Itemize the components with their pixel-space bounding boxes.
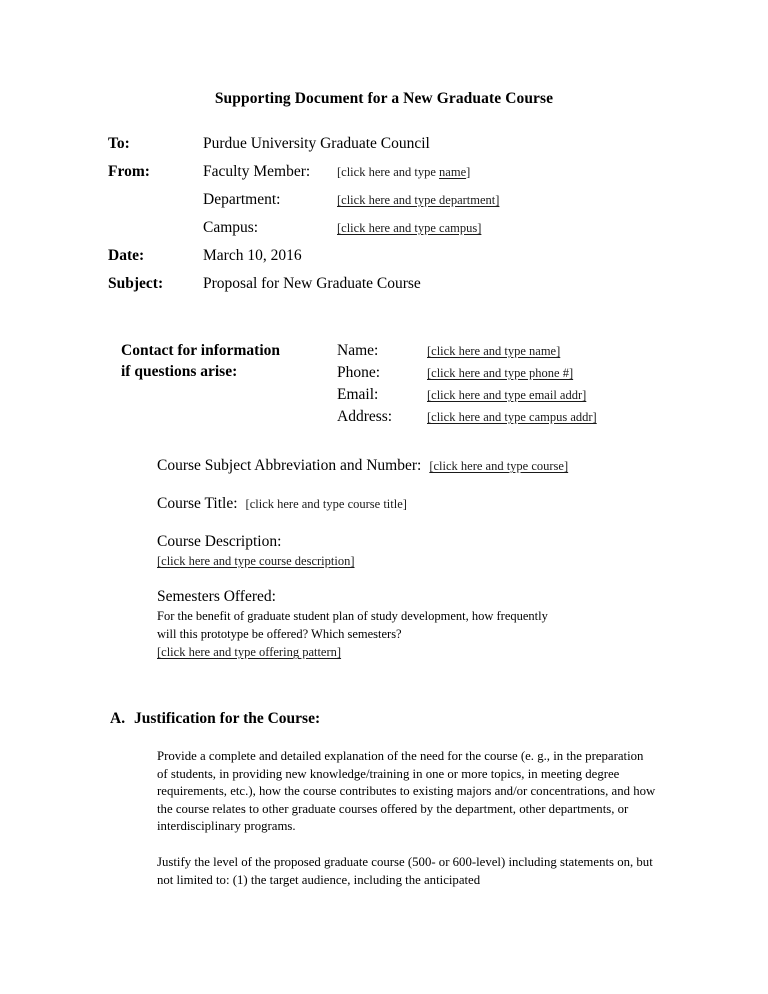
section-a-heading: [110, 708, 710, 730]
memo-label-to: To:: [108, 135, 130, 152]
contact-fields-list: [337, 340, 717, 428]
course-semesters-instruction-line-2: will this prototype be offered? Which semesters?: [157, 627, 402, 641]
field-faculty-member-prefix: [click here and type: [337, 165, 440, 179]
memo-value-to: Purdue University Graduate Council: [203, 135, 430, 152]
field-campus[interactable]: [click here and type campus]: [337, 221, 482, 235]
field-contact-name[interactable]: [click here and type name]: [427, 344, 561, 358]
course-row-description: [157, 531, 717, 570]
contact-title-line-2: if questions arise:: [121, 363, 238, 380]
course-label-semesters: Semesters Offered:: [157, 588, 276, 605]
contact-row-email: [337, 384, 717, 406]
field-faculty-member[interactable]: [337, 158, 470, 186]
contact-label-email: Email:: [337, 386, 379, 403]
contact-label-phone: Phone:: [337, 364, 381, 381]
memo-label-faculty-member: Faculty Member:: [203, 163, 311, 180]
field-course-offering-pattern[interactable]: [click here and type offering pattern]: [157, 645, 342, 659]
contact-row-phone: [337, 362, 717, 384]
contact-label-address: Address:: [337, 408, 393, 425]
contact-row-name: [337, 340, 717, 362]
memo-row-department: [108, 186, 708, 214]
memo-header-block: [108, 130, 708, 298]
memo-label-date: Date:: [108, 247, 145, 264]
contact-label-name: Name:: [337, 342, 379, 359]
field-department[interactable]: [click here and type department]: [337, 193, 500, 207]
section-a-paragraph-1: Provide a complete and detailed explanation of the need for the course (e. g., in the preparation of students, in providing new knowledge/training in one or more topics, in meeting degree requirements, etc.), how the course contributes to existing majors and/or concentrations, and how the course relates to other graduate courses offered by the department, other departments, or interdisciplinary programs.: [157, 749, 656, 834]
field-faculty-member-suffix: ]: [466, 165, 471, 179]
field-course-subject-number[interactable]: [click here and type course]: [429, 459, 569, 473]
course-label-title: Course Title:: [157, 495, 238, 512]
course-row-semesters: [157, 586, 717, 661]
memo-label-department: Department:: [203, 191, 281, 208]
memo-row-subject: [108, 270, 708, 298]
course-semesters-instruction-line-1: For the benefit of graduate student plan of study development, how frequently: [157, 609, 548, 623]
memo-row-to: [108, 130, 708, 158]
memo-row-date: [108, 242, 708, 270]
memo-row-campus: [108, 214, 708, 242]
section-a-paragraph-2: Justify the level of the proposed graduate course (500- or 600-level) including statements on, but not limited to: (1) the target audience, including the anticipated: [157, 854, 653, 887]
document-title: Supporting Document for a New Graduate Course: [214, 90, 554, 107]
section-a-body: [157, 748, 657, 889]
course-label-description: Course Description:: [157, 533, 282, 550]
contact-block-title: [121, 340, 331, 382]
course-label-subject-number: Course Subject Abbreviation and Number:: [157, 457, 422, 474]
section-a-letter: A.: [110, 710, 126, 727]
section-a-block: [110, 708, 710, 907]
field-course-description[interactable]: [click here and type course description]: [157, 554, 355, 568]
field-contact-phone[interactable]: [click here and type phone #]: [427, 366, 574, 380]
course-info-block: [157, 455, 717, 677]
contact-row-address: [337, 406, 717, 428]
field-faculty-member-underlined: name: [439, 165, 467, 179]
memo-label-subject: Subject:: [108, 275, 164, 292]
memo-label-from: From:: [108, 163, 150, 180]
field-contact-email[interactable]: [click here and type email addr]: [427, 388, 587, 402]
field-course-title[interactable]: [click here and type course title]: [245, 497, 407, 511]
course-row-title: [157, 493, 717, 515]
memo-value-date: March 10, 2016: [203, 247, 302, 264]
section-a-heading-text: Justification for the Course:: [134, 710, 321, 727]
contact-title-line-1: Contact for information: [121, 342, 280, 359]
memo-value-subject: Proposal for New Graduate Course: [203, 275, 421, 292]
memo-row-from: [108, 158, 708, 186]
course-row-subject-number: [157, 455, 717, 477]
memo-label-campus: Campus:: [203, 219, 259, 236]
field-contact-address[interactable]: [click here and type campus addr]: [427, 410, 597, 424]
